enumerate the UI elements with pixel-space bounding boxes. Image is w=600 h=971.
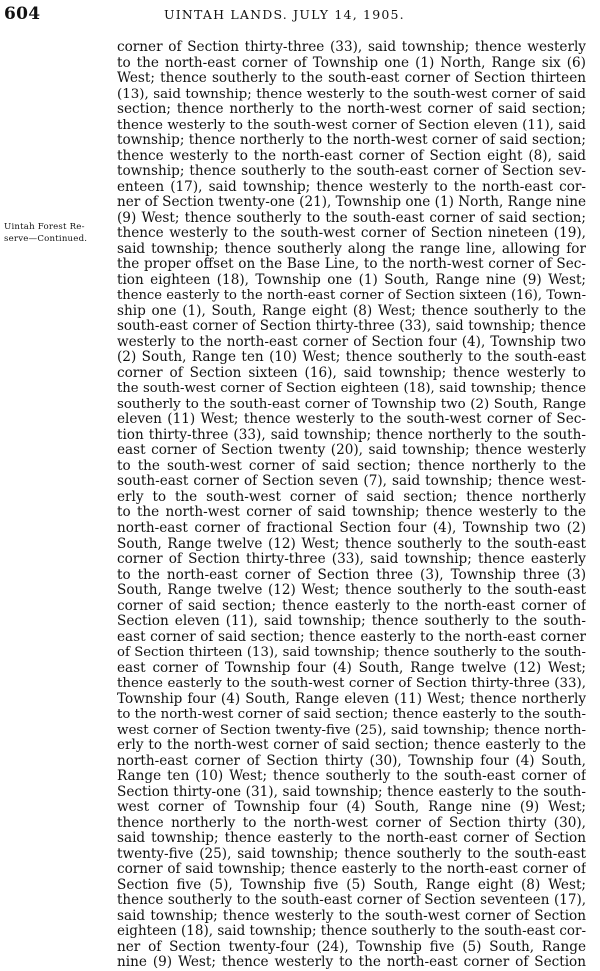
text-line: West; thence southerly to the south-east corner of Section thirteen bbox=[117, 71, 586, 87]
text-line: ner of Section twenty-one (21), Township one (1) North, Range nine bbox=[117, 195, 586, 211]
text-line: north-east corner of Section thirty (30), Township four (4) South, bbox=[117, 753, 586, 769]
text-line: township; thence southerly to the south-east corner of Section sev- bbox=[117, 164, 586, 180]
text-line: to the north-east corner of Township one (1) North, Range six (6) bbox=[117, 55, 586, 71]
text-line: thence northerly to the north-west corner of Section thirty (30), bbox=[117, 815, 586, 831]
text-line: north-east corner of fractional Section four (4), Township two (2) bbox=[117, 520, 586, 536]
text-line: said township; thence easterly to the north-east corner of Section bbox=[117, 831, 586, 847]
page-header bbox=[4, 4, 590, 34]
text-line: eighteen (18), said township; thence southerly to the south-east cor- bbox=[117, 924, 586, 940]
text-line: thence southerly to the south-east corner of Section seventeen (17), bbox=[117, 893, 586, 909]
text-line: (13), said township; thence westerly to the south-west corner of said bbox=[117, 86, 586, 102]
text-line: erly to the north-west corner of said section; thence easterly to the bbox=[117, 738, 586, 754]
text-line: westerly to the north-east corner of Section four (4), Township two bbox=[117, 334, 586, 350]
body-text bbox=[117, 40, 586, 971]
text-line: tion thirty-three (33), said township; thence northerly to the south- bbox=[117, 427, 586, 443]
text-line: (2) South, Range ten (10) West; thence southerly to the south-east bbox=[117, 350, 586, 366]
text-line: (9) West; thence southerly to the south-east corner of said section; bbox=[117, 210, 586, 226]
text-line: South, Range twelve (12) West; thence southerly to the south-east bbox=[117, 583, 586, 599]
text-line: twenty-five (25), said township; thence southerly to the south-east bbox=[117, 846, 586, 862]
text-line: thence easterly to the south-west corner of Section thirty-three (33), bbox=[117, 676, 586, 692]
text-line: the south-west corner of Section eighteen (18), said township; thence bbox=[117, 381, 586, 397]
text-line: erly to the south-west corner of said section; thence northerly bbox=[117, 489, 586, 505]
text-line: corner of Section sixteen (16), said township; thence westerly to bbox=[117, 365, 586, 381]
text-line: east corner of Section twenty (20), said township; thence westerly bbox=[117, 443, 586, 459]
text-line: east corner of said section; thence easterly to the north-east corner bbox=[117, 629, 586, 645]
text-line: Section five (5), Township five (5) South, Range eight (8) West; bbox=[117, 877, 586, 893]
text-line: to the north-west corner of said section; thence easterly to the south- bbox=[117, 707, 586, 723]
text-line: said township; thence southerly along the range line, allowing for bbox=[117, 241, 586, 257]
text-line: Section thirty-one (31), said township; thence easterly to the south- bbox=[117, 784, 586, 800]
text-line: nine (9) West; thence westerly to the north-east corner of Section bbox=[117, 955, 586, 971]
text-line: Township four (4) South, Range eleven (11) West; thence northerly bbox=[117, 691, 586, 707]
text-line: ner of Section twenty-four (24), Township five (5) South, Range bbox=[117, 939, 586, 955]
text-line: said township; thence westerly to the south-west corner of Section bbox=[117, 908, 586, 924]
text-line: ship one (1), South, Range eight (8) West; thence southerly to the bbox=[117, 303, 586, 319]
text-line: thence westerly to the north-east corner of Section eight (8), said bbox=[117, 148, 586, 164]
text-line: to the north-west corner of said township; thence westerly to the bbox=[117, 505, 586, 521]
text-line: tion eighteen (18), Township one (1) South, Range nine (9) West; bbox=[117, 272, 586, 288]
text-line: thence westerly to the south-west corner of Section nineteen (19), bbox=[117, 226, 586, 242]
text-line: Range ten (10) West; thence southerly to the south-east corner of bbox=[117, 769, 586, 785]
margin-note-line: Uintah Forest Re- bbox=[4, 222, 85, 232]
text-line: to the south-west corner of said section; thence northerly to the bbox=[117, 458, 586, 474]
text-line: section; thence northerly to the north-west corner of said section; bbox=[117, 102, 586, 118]
text-line: the proper offset on the Base Line, to the north-west corner of Sec- bbox=[117, 257, 586, 273]
text-line: South, Range twelve (12) West; thence southerly to the south-east bbox=[117, 536, 586, 552]
text-line: corner of said township; thence easterly to the north-east corner of bbox=[117, 862, 586, 878]
text-line: of Section thirteen (13), said township; thence southerly to the south- bbox=[117, 645, 586, 661]
text-line: east corner of Township four (4) South, Range twelve (12) West; bbox=[117, 660, 586, 676]
margin-note bbox=[4, 221, 112, 245]
text-line: township; thence northerly to the north-west corner of said section; bbox=[117, 133, 586, 149]
text-line: west corner of Section twenty-five (25), said township; thence north- bbox=[117, 722, 586, 738]
text-line: corner of Section thirty-three (33), said township; thence easterly bbox=[117, 552, 586, 568]
text-line: to the north-east corner of Section three (3), Township three (3) bbox=[117, 567, 586, 583]
page-number: 604 bbox=[4, 4, 41, 24]
running-head: UINTAH LANDS. JULY 14, 1905. bbox=[164, 7, 405, 22]
text-line: corner of said section; thence easterly to the north-east corner of bbox=[117, 598, 586, 614]
margin-note-line: serve—Continued. bbox=[4, 234, 88, 244]
text-line: west corner of Township four (4) South, Range nine (9) West; bbox=[117, 800, 586, 816]
text-line: southerly to the south-east corner of Township two (2) South, Range bbox=[117, 396, 586, 412]
text-line: south-east corner of Section seven (7), said township; thence west- bbox=[117, 474, 586, 490]
text-line: south-east corner of Section thirty-three (33), said township; thence bbox=[117, 319, 586, 335]
text-line: enteen (17), said township; thence westerly to the north-east cor- bbox=[117, 179, 586, 195]
text-line: eleven (11) West; thence westerly to the south-west corner of Sec- bbox=[117, 412, 586, 428]
text-line: thence easterly to the north-east corner of Section sixteen (16), Town- bbox=[117, 288, 586, 304]
text-line: Section eleven (11), said township; thence southerly to the south- bbox=[117, 614, 586, 630]
text-line: corner of Section thirty-three (33), said township; thence westerly bbox=[117, 40, 586, 55]
text-line: thence westerly to the south-west corner of Section eleven (11), said bbox=[117, 117, 586, 133]
